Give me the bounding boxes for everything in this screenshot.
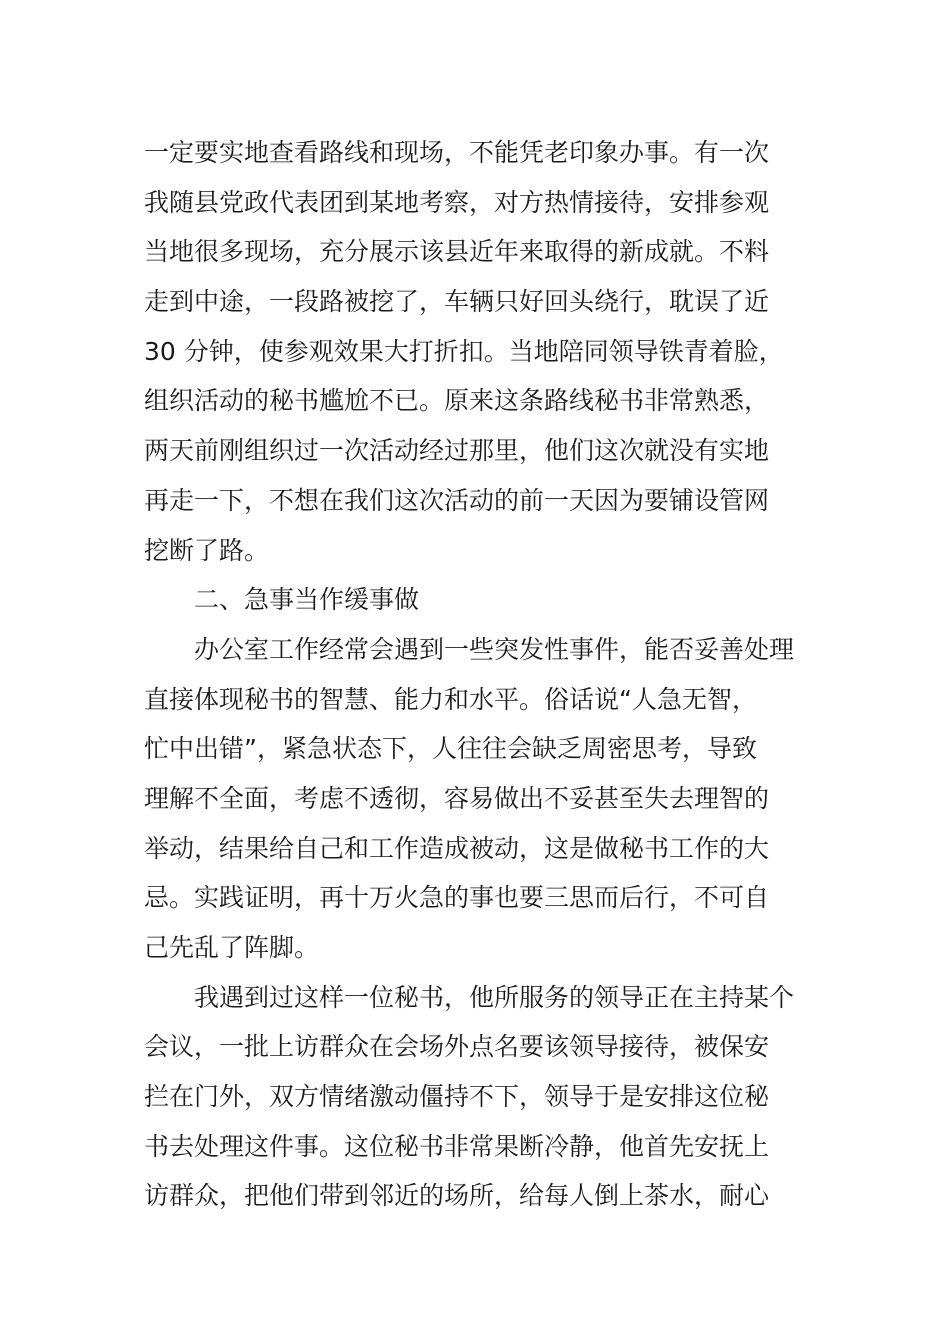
text-line: 一定要实地查看路线和现场，不能凭老印象办事。有一次 bbox=[144, 138, 770, 167]
text-line: 书去处理这件事。这位秘书非常果断冷静，他首先安抚上 bbox=[144, 1131, 770, 1161]
text-line: 理解不全面，考虑不透彻，容易做出不妥甚至失去理智的 bbox=[144, 783, 770, 813]
text-line: 我随县党政代表团到某地考察，对方热情接待，安排参观 bbox=[144, 187, 770, 217]
text-line: 我遇到过这样一位秘书，他所服务的领导正在主持某个 bbox=[144, 982, 795, 1012]
text-line: 组织活动的秘书尴尬不已。原来这条路线秘书非常熟悉， bbox=[144, 386, 770, 416]
text-line: 举动，结果给自己和工作造成被动，这是做秘书工作的大 bbox=[144, 833, 770, 863]
text-line: 会议，一批上访群众在会场外点名要该领导接待，被保安 bbox=[144, 1032, 770, 1062]
text-line: 忙中出错”，紧急状态下，人往往会缺乏周密思考，导致 bbox=[144, 734, 757, 764]
text-line: 30 分钟，使参观效果大打折扣。当地陪同领导铁青着脸， bbox=[144, 336, 784, 366]
text-line: 拦在门外，双方情绪激动僵持不下，领导于是安排这位秘 bbox=[144, 1082, 770, 1112]
section-heading bbox=[144, 575, 808, 625]
text-line: 当地很多现场，充分展示该县近年来取得的新成就。不料 bbox=[144, 237, 770, 267]
text-line: 两天前刚组织过一次活动经过那里，他们这次就没有实地 bbox=[144, 436, 770, 466]
text-line: 访群众，把他们带到邻近的场所，给每人倒上茶水，耐心 bbox=[144, 1181, 770, 1211]
text-line: 挖断了路。 bbox=[144, 535, 270, 565]
text-line: 走到中途，一段路被挖了，车辆只好回头绕行，耽误了近 bbox=[144, 287, 770, 317]
heading-line: 二、急事当作缓事做 bbox=[144, 585, 420, 615]
text-line: 己先乱了阵脚。 bbox=[144, 933, 320, 962]
text-line: 直接体现秘书的智慧、能力和水平。俗话说“人急无智， bbox=[144, 684, 757, 714]
paragraph-secretary-example bbox=[144, 973, 808, 1221]
text-line: 办公室工作经常会遇到一些突发性事件，能否妥善处理 bbox=[144, 634, 795, 664]
paragraph-emergency-handling bbox=[144, 625, 808, 973]
paragraph-site-inspection bbox=[144, 128, 808, 575]
text-line: 再走一下，不想在我们这次活动的前一天因为要铺设管网 bbox=[144, 485, 770, 515]
document-body bbox=[144, 128, 808, 1221]
text-line: 忌。实践证明，再十万火急的事也要三思而后行，不可自 bbox=[144, 883, 770, 913]
